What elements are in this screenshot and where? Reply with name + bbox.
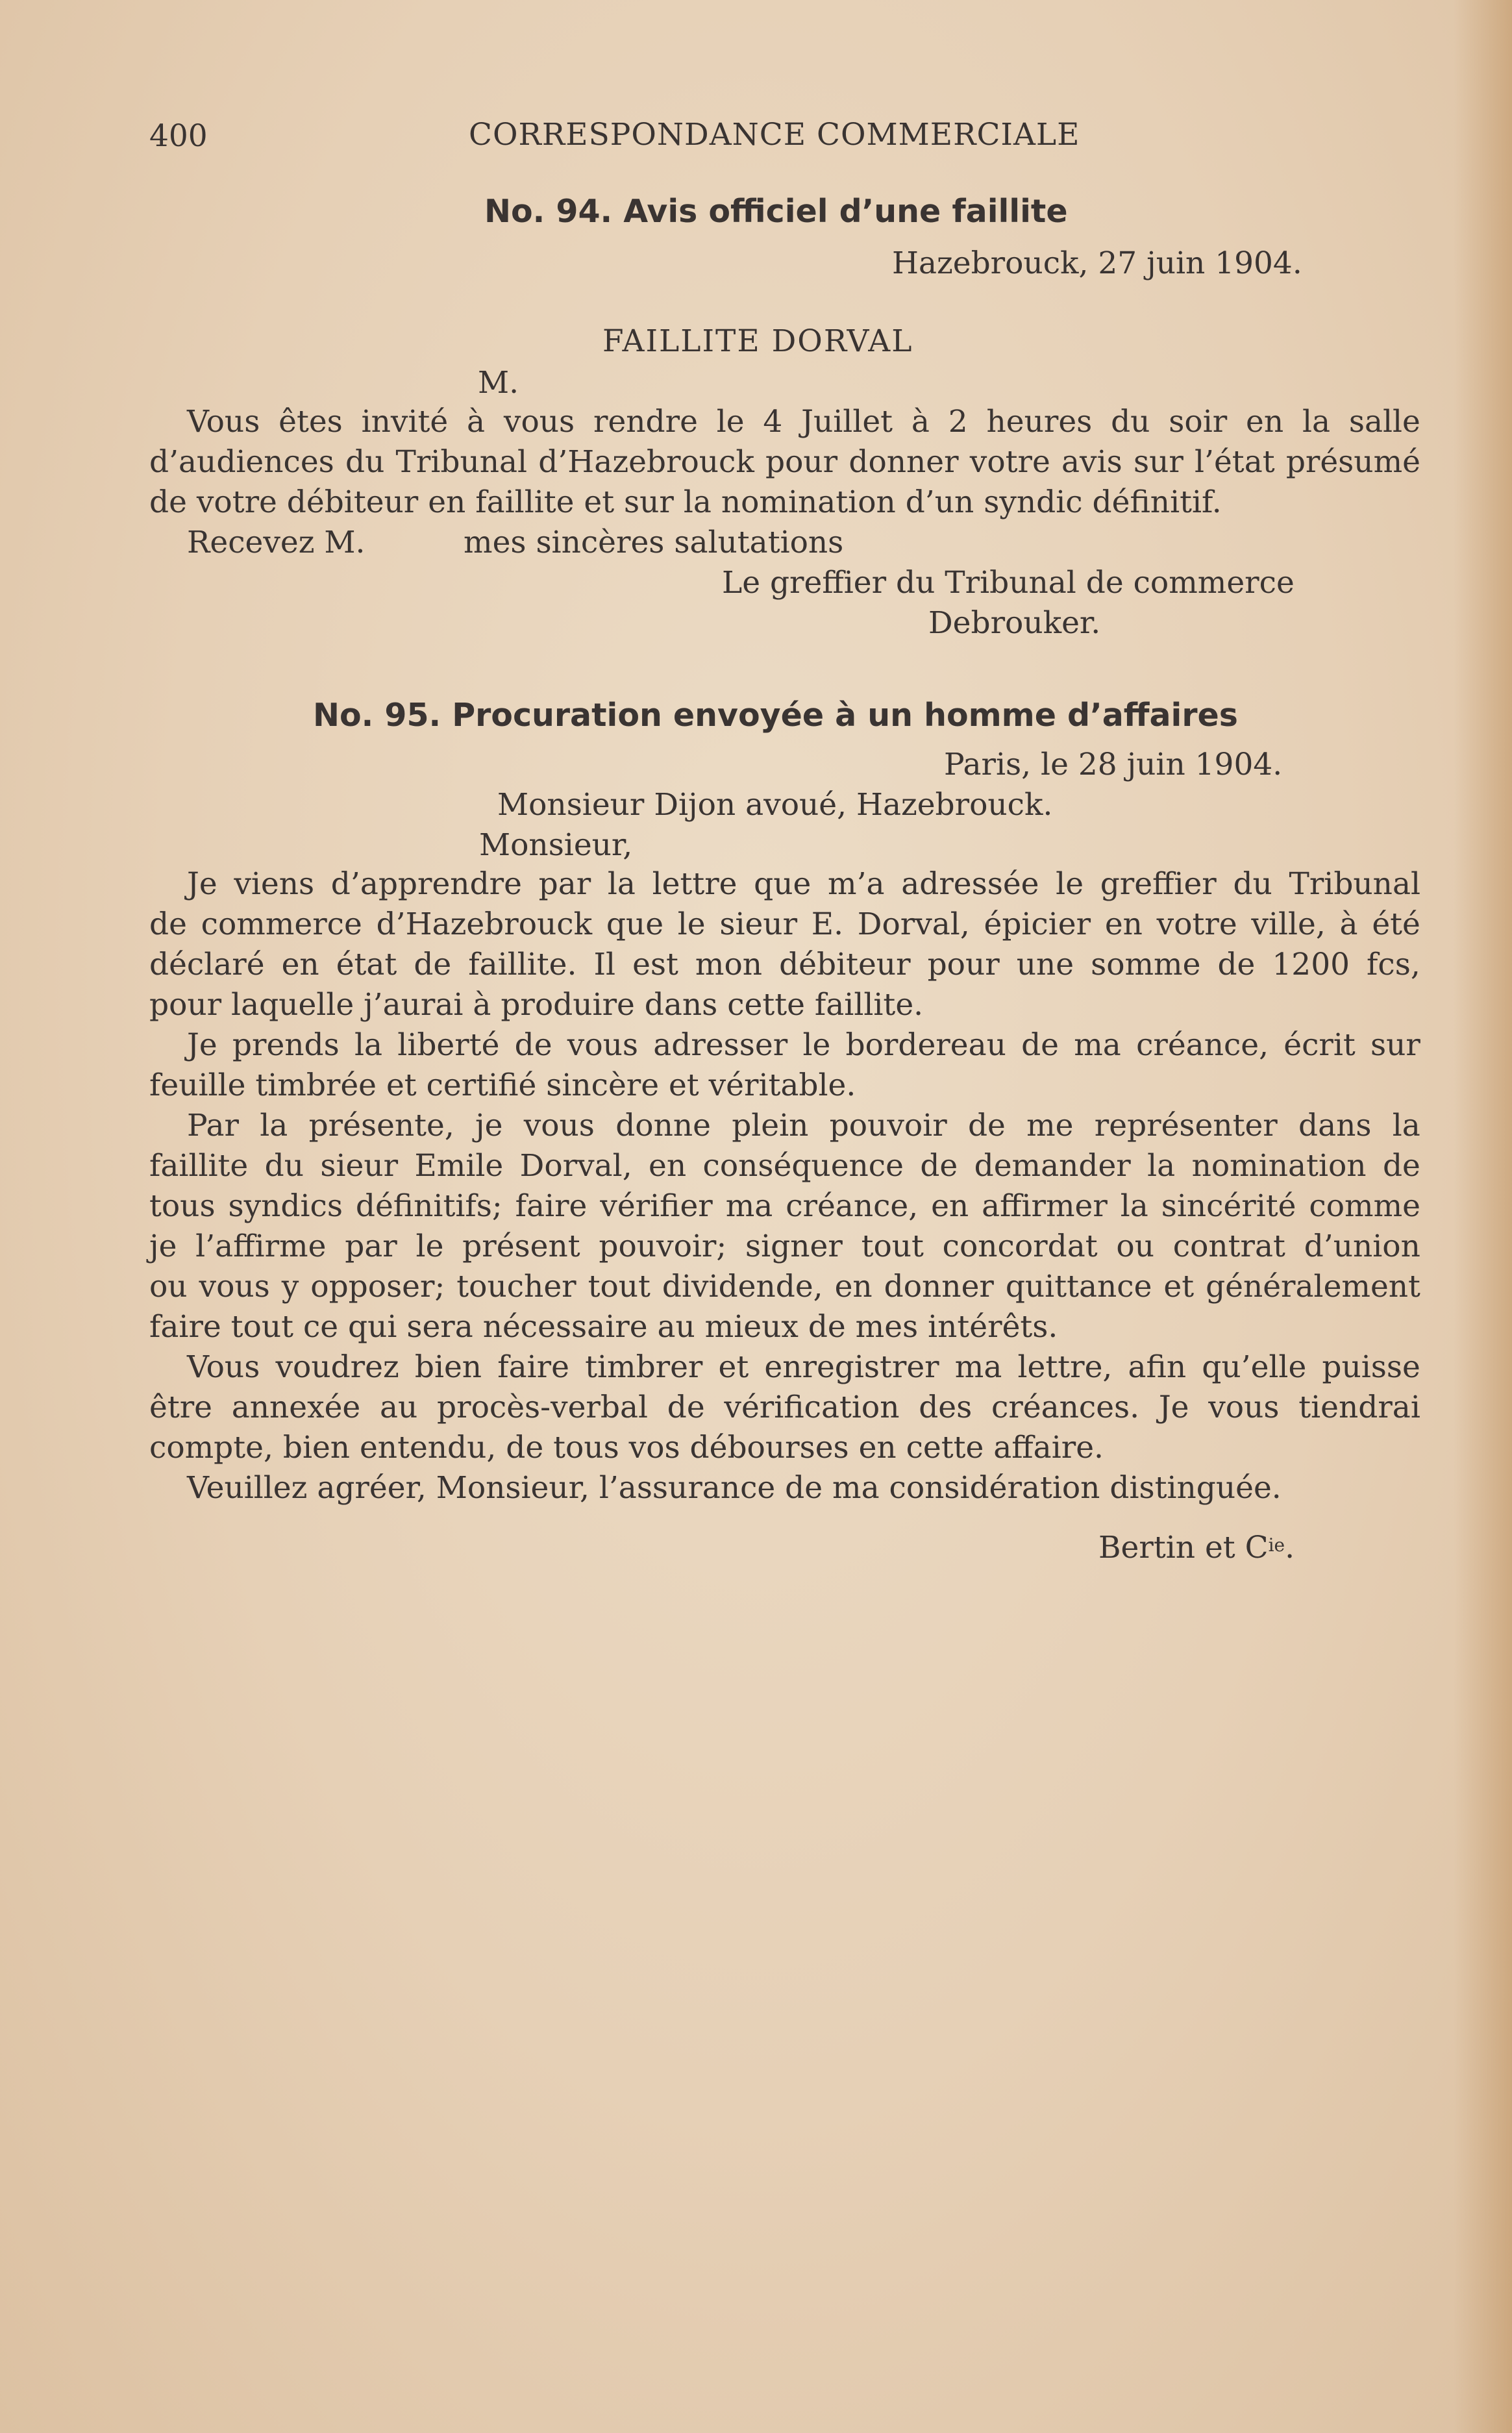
letter-95-body-line: tous syndics définitifs; faire vérifier ma créance, en affirmer la sincérité comme bbox=[149, 1188, 1420, 1224]
page-edge-shadow bbox=[1454, 0, 1512, 2433]
letter-94-body-line: Vous êtes invité à vous rendre le 4 Juillet à 2 heures du soir en la salle bbox=[187, 404, 1420, 440]
letter-95-body-line: feuille timbrée et certifié sincère et véritable. bbox=[149, 1067, 856, 1103]
signature-superscript: ie bbox=[1268, 1534, 1285, 1556]
letter-95-body-line: Vous voudrez bien faire timbrer et enregistrer ma lettre, afin qu’elle puisse bbox=[187, 1349, 1420, 1385]
letter-94-title: FAILLITE DORVAL bbox=[602, 323, 913, 359]
letter-95-body-line: de commerce d’Hazebrouck que le sieur E. Dorval, épicier en votre ville, à été bbox=[149, 906, 1420, 942]
letter-94-body-line: d’audiences du Tribunal d’Hazebrouck pour donner votre avis sur l’état présumé bbox=[149, 444, 1420, 480]
letter-94-closing-start: Recevez M. bbox=[187, 525, 366, 560]
letter-95-recipient: Monsieur Dijon avoué, Hazebrouck. bbox=[497, 787, 1053, 823]
letter-94-heading: No. 94. Avis officiel d’une faillite bbox=[484, 193, 1068, 230]
letter-95-body-line: faire tout ce qui sera nécessaire au mieux de mes intérêts. bbox=[149, 1309, 1058, 1345]
page-number: 400 bbox=[149, 118, 208, 154]
letter-95-body-line: Par la présente, je vous donne plein pouvoir de me représenter dans la bbox=[187, 1108, 1420, 1143]
letter-94-signer-name: Debrouker. bbox=[928, 605, 1101, 641]
letter-94-closing-end: mes sincères salutations bbox=[464, 525, 844, 560]
letter-95-heading: No. 95. Procuration envoyée à un homme d’affaires bbox=[313, 697, 1238, 734]
letter-95-body-line: déclaré en état de faillite. Il est mon débiteur pour une somme de 1200 fcs, bbox=[149, 947, 1420, 982]
signature-end: . bbox=[1285, 1530, 1295, 1566]
letter-95-body-line: pour laquelle j’aurai à produire dans cette faillite. bbox=[149, 987, 924, 1023]
letter-95-signature bbox=[1098, 1528, 1295, 1567]
letter-95-body-line: ou vous y opposer; toucher tout dividende, en donner quittance et généralement bbox=[149, 1269, 1420, 1304]
letter-95-body-line: je l’affirme par le présent pouvoir; signer tout concordat ou contrat d’union bbox=[149, 1229, 1420, 1264]
letter-95-body-line: Je prends la liberté de vous adresser le bordereau de ma créance, écrit sur bbox=[187, 1027, 1420, 1063]
letter-95-place-date: Paris, le 28 juin 1904. bbox=[944, 747, 1283, 782]
letter-95-body-line: Je viens d’apprendre par la lettre que m’a adressée le greffier du Tribunal bbox=[187, 866, 1420, 902]
letter-94-place-date: Hazebrouck, 27 juin 1904. bbox=[892, 245, 1302, 281]
letter-95-body-line: être annexée au procès-verbal de vérification des créances. Je vous tiendrai bbox=[149, 1390, 1420, 1425]
letter-95-body-line: faillite du sieur Emile Dorval, en conséquence de demander la nomination de bbox=[149, 1148, 1420, 1184]
letter-94-salutation: M. bbox=[478, 365, 519, 401]
signature-name: Bertin et C bbox=[1098, 1530, 1269, 1566]
letter-95-salutation: Monsieur, bbox=[479, 827, 633, 863]
letter-94-signer-title: Le greffier du Tribunal de commerce bbox=[722, 565, 1295, 601]
letter-95-body-line: Veuillez agréer, Monsieur, l’assurance de ma considération distinguée. bbox=[187, 1470, 1282, 1506]
letter-94-body-line: de votre débiteur en faillite et sur la nomination d’un syndic définitif. bbox=[149, 484, 1222, 520]
running-title: CORRESPONDANCE COMMERCIALE bbox=[469, 117, 1080, 153]
letter-95-body-line: compte, bien entendu, de tous vos débourses en cette affaire. bbox=[149, 1430, 1104, 1466]
